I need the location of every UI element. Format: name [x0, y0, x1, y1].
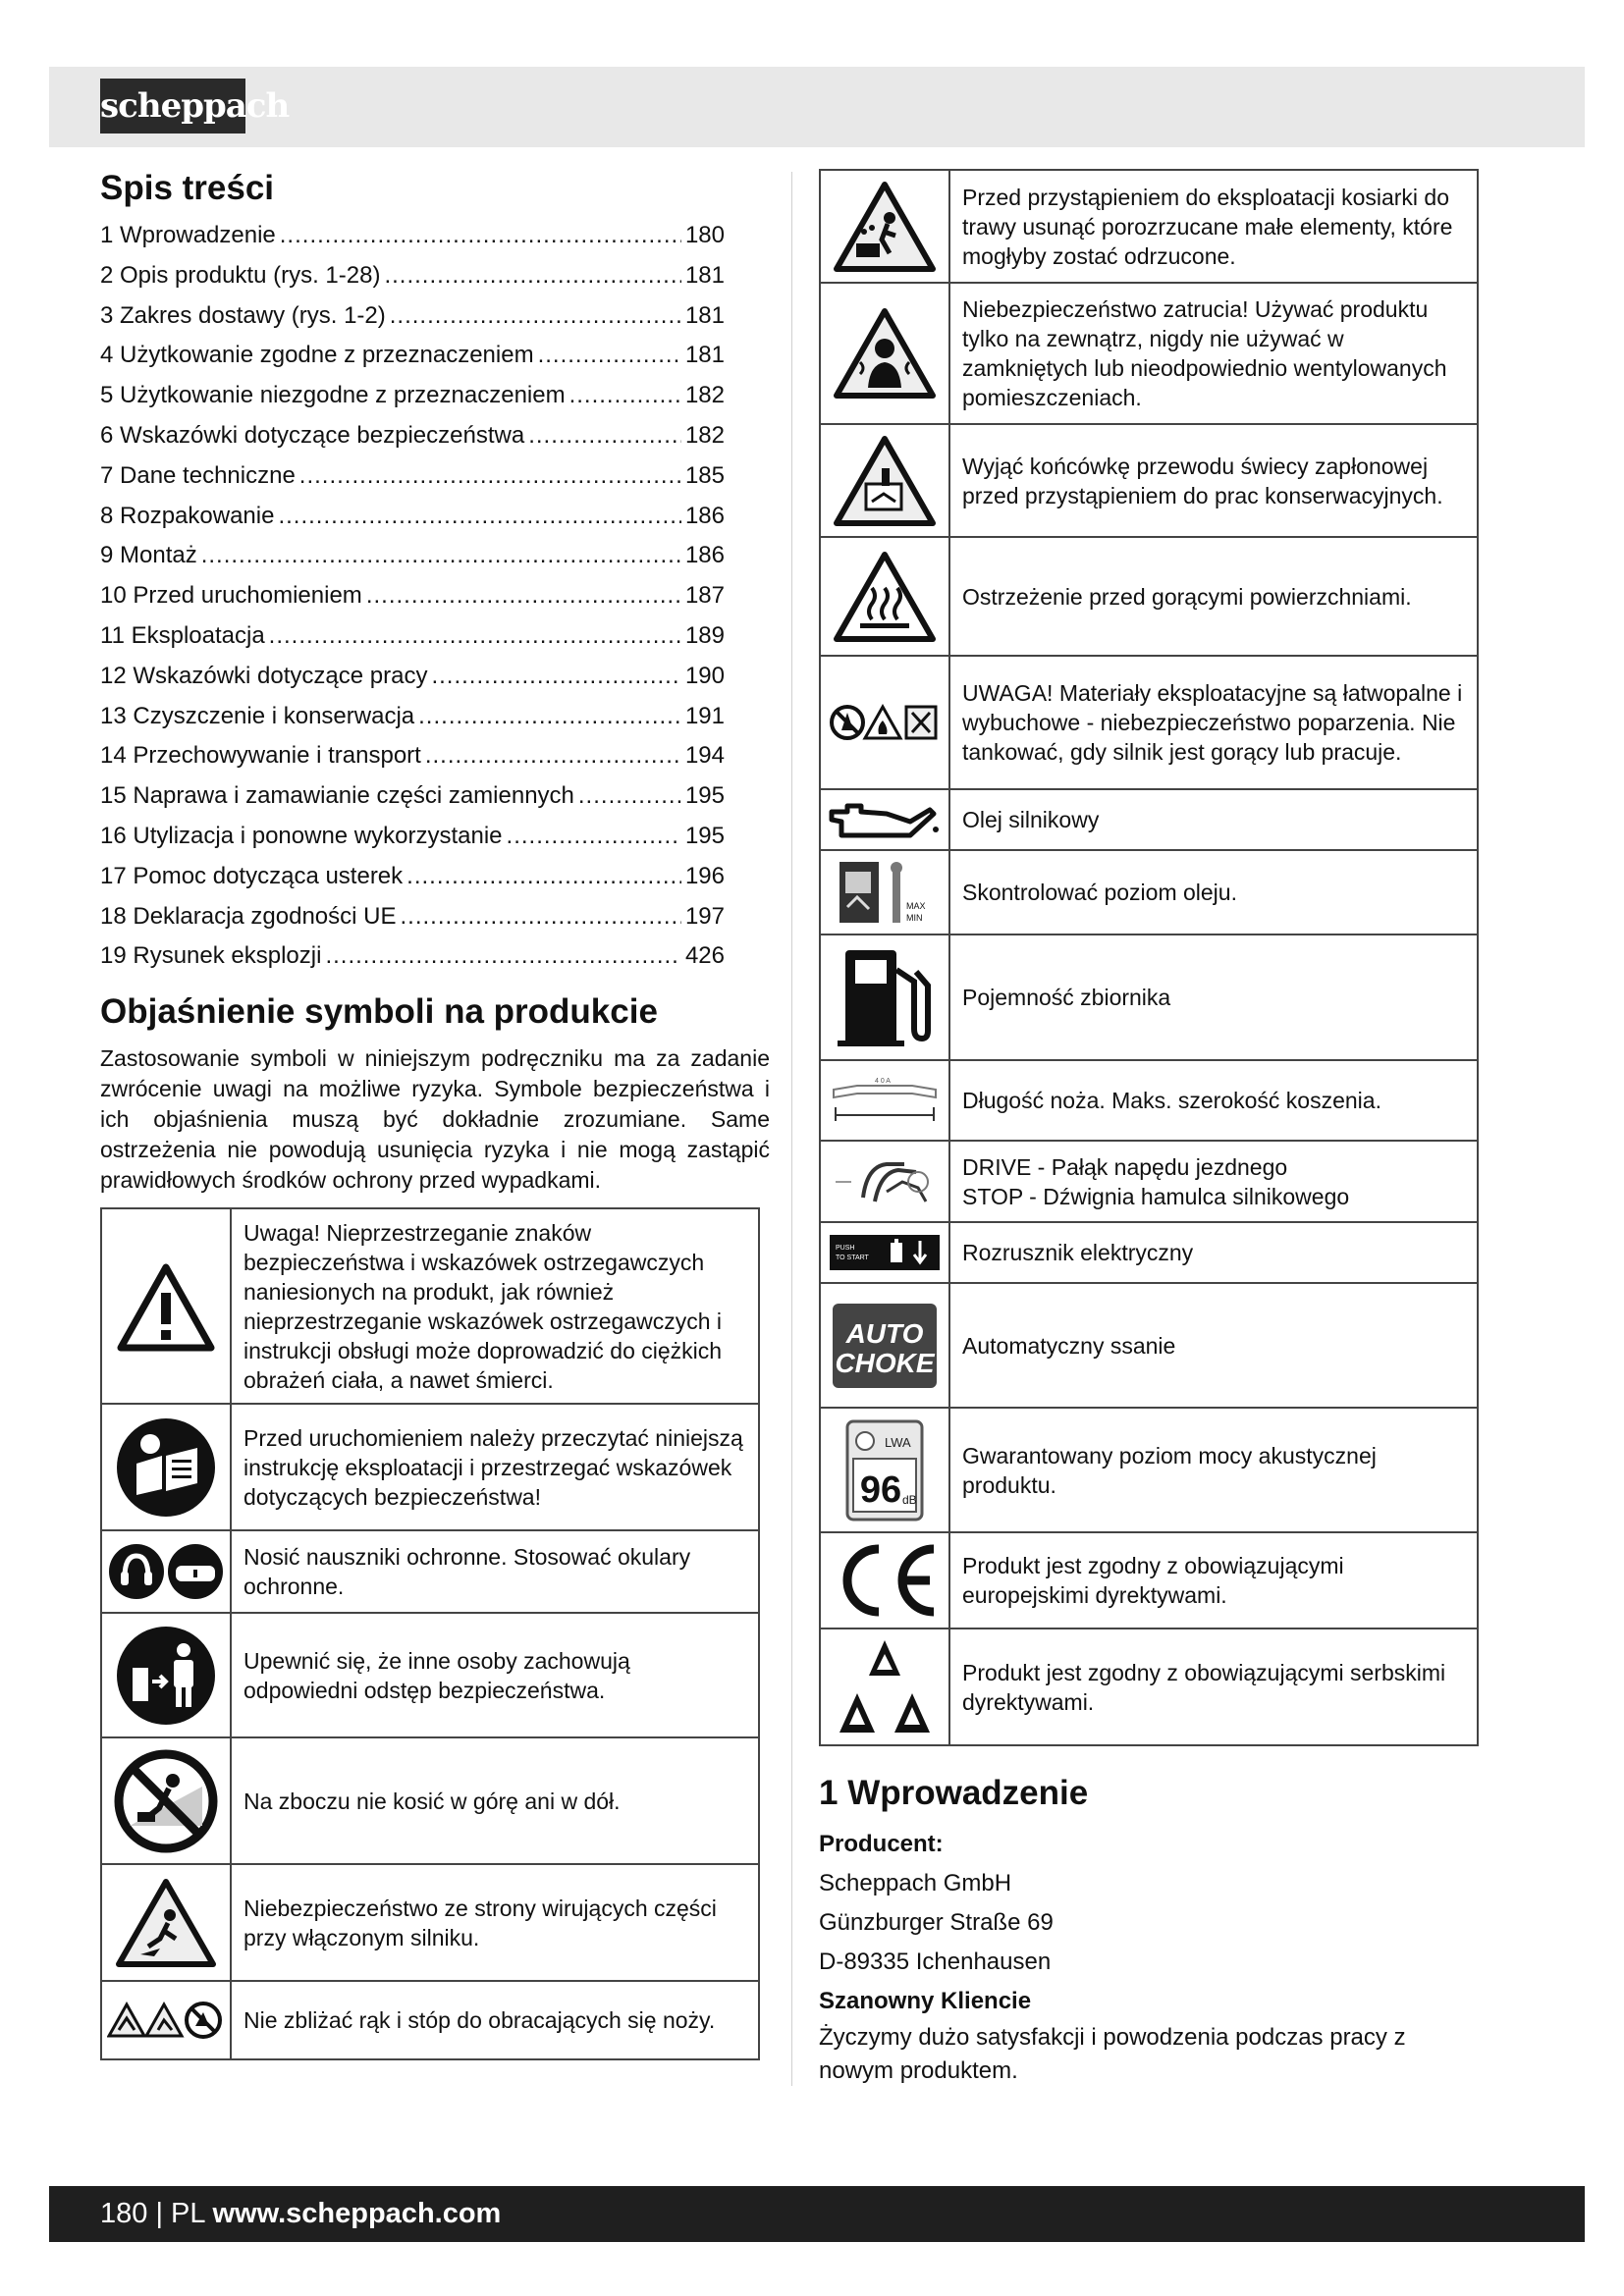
toc-item[interactable]: 15 Naprawa i zamawianie części zamiennych ..... 195 — [100, 776, 725, 817]
symbol-row — [820, 1283, 1478, 1408]
symbol-row — [820, 850, 1478, 934]
symbol-text: Ostrzeżenie przed gorącymi powierzchniami. — [949, 537, 1478, 656]
symbol-text: Upewnić się, że inne osoby zachowują odpowiedni odstęp bezpieczeństwa. — [231, 1613, 759, 1737]
right-column — [819, 169, 1479, 2088]
auto-choke-icon — [831, 1302, 939, 1390]
read-manual-icon — [115, 1416, 217, 1519]
toc-item[interactable]: 3 Zakres dostawy (rys. 1-2) ..... 181 — [100, 296, 725, 337]
symbol-text: UWAGA! Materiały eksploatacyjne są łatwopalne i wybuchowe - niebezpieczeństwo poparzenia. Nie tankować, gdy silnik jest gorący lub pracuje. — [949, 656, 1478, 789]
symbol-row — [101, 1613, 759, 1737]
electric-starter-icon — [830, 1235, 940, 1270]
svg-text:TO START: TO START — [836, 1255, 869, 1261]
symbol-text: Przed przystąpieniem do eksploatacji kosiarki do trawy usunąć porozrzucane małe elementy, które mogłyby zostać odrzucone. — [949, 170, 1478, 283]
table-of-contents — [100, 216, 770, 977]
symbol-row — [101, 1981, 759, 2059]
symbol-row — [820, 170, 1478, 283]
oil-level-check-icon — [836, 858, 934, 927]
svg-text:CHOKE: CHOKE — [835, 1347, 935, 1378]
symbol-row — [820, 934, 1478, 1060]
thrown-objects-warning-icon — [831, 179, 939, 275]
symbol-row — [101, 1530, 759, 1613]
serbian-conformity-icon — [834, 1636, 936, 1738]
symbol-text: Olej silnikowy — [949, 789, 1478, 850]
symbol-row — [820, 283, 1478, 424]
svg-text:MIN: MIN — [906, 913, 923, 923]
toc-item[interactable]: 11 Eksploatacja ..... 189 — [100, 616, 725, 657]
symbol-text: DRIVE - Pałąk napędu jezdnego STOP - Dźwignia hamulca silnikowego — [949, 1141, 1478, 1222]
toc-item[interactable]: 2 Opis produktu (rys. 1-28) ..... 181 — [100, 256, 725, 296]
footer-url[interactable]: www.scheppach.com — [212, 2198, 502, 2229]
hands-feet-blades-icon — [107, 2001, 225, 2040]
flammable-fuel-icon — [830, 703, 940, 742]
hot-surface-warning-icon — [831, 549, 939, 645]
symbol-row — [820, 656, 1478, 789]
symbol-text: Produkt jest zgodny z obowiązującymi europejskimi dyrektywami. — [949, 1532, 1478, 1629]
toc-item[interactable]: 8 Rozpakowanie ..... 186 — [100, 497, 725, 537]
no-slope-mowing-icon — [112, 1747, 220, 1855]
address-line: Scheppach GmbH — [819, 1870, 1012, 1896]
symbol-text: Niebezpieczeństwo zatrucia! Używać produktu tylko na zewnątrz, nigdy nie używać w zamkniętych lub nieodpowiednio wentylowanych pomieszczeniach. — [949, 283, 1478, 424]
symbol-row — [820, 1408, 1478, 1532]
symbols-table-right — [819, 169, 1479, 1746]
poisoning-warning-icon — [831, 305, 939, 401]
symbol-text: Niebezpieczeństwo ze strony wirujących części przy włączonym silniku. — [231, 1864, 759, 1981]
svg-text:4 0 A: 4 0 A — [875, 1078, 891, 1085]
footer-bar — [49, 2186, 1585, 2242]
symbol-text: Produkt jest zgodny z obowiązującymi serbskimi dyrektywami. — [949, 1629, 1478, 1745]
symbol-row — [820, 1532, 1478, 1629]
symbol-row — [820, 1141, 1478, 1222]
left-column — [100, 167, 770, 2060]
symbol-text: Skontrolować poziom oleju. — [949, 850, 1478, 934]
general-warning-icon — [117, 1261, 215, 1352]
toc-item[interactable]: 6 Wskazówki dotyczące bezpieczeństwa ..... 182 — [100, 416, 725, 456]
symbol-row — [820, 1629, 1478, 1745]
svg-text:LWA: LWA — [885, 1434, 911, 1450]
toc-item[interactable]: 17 Pomoc dotycząca usterek ..... 196 — [100, 857, 725, 897]
brand-logo: scheppach — [100, 79, 245, 133]
symbols-table-left — [100, 1207, 760, 2060]
symbol-text: Rozrusznik elektryczny — [949, 1222, 1478, 1283]
address-line: Günzburger Straße 69 — [819, 1909, 1054, 1936]
producer-label: Producent: — [819, 1831, 944, 1857]
symbol-text: Gwarantowany poziom mocy akustycznej produktu. — [949, 1408, 1478, 1532]
symbol-row — [101, 1208, 759, 1404]
toc-item[interactable]: 19 Rysunek eksplozji ..... 426 — [100, 936, 725, 977]
svg-text:PUSH: PUSH — [836, 1245, 855, 1252]
symbols-intro: Zastosowanie symboli w niniejszym podręczniku ma za zadanie zwrócenie uwagi na możliwe ryzyka. Symbole bezpieczeństwa i ich objaśnienia muszą być dokładnie zrozumiane. Same ostrzeżenia nie powodują usunięcia ryzyka i nie mogą zastąpić prawidłowych środków ochrony przed wypadkami. — [100, 1045, 770, 1194]
blade-length-icon — [828, 1076, 942, 1125]
symbol-row — [101, 1404, 759, 1530]
drive-stop-lever-icon — [828, 1152, 942, 1211]
symbols-title: Objaśnienie symboli na produkcie — [100, 992, 658, 1032]
spark-plug-warning-icon — [831, 433, 939, 529]
symbol-row — [101, 1737, 759, 1864]
symbol-text: Uwaga! Nieprzestrzeganie znaków bezpieczeństwa i wskazówek ostrzegawczych naniesionych na produkt, jak również nieprzestrzeganie wskazówek ostrzegawczych i instrukcji obsługi może doprowadzić do ciężkich obrażeń ciała, a nawet śmierci. — [231, 1208, 759, 1404]
toc-item[interactable]: 5 Użytkowanie niezgodne z przeznaczeniem ..... 182 — [100, 376, 725, 416]
address-line: D-89335 Ichenhausen — [819, 1949, 1052, 1975]
toc-item[interactable]: 12 Wskazówki dotyczące pracy ..... 190 — [100, 657, 725, 697]
symbol-text: Na zboczu nie kosić w górę ani w dół. — [231, 1737, 759, 1864]
symbol-text: Długość noża. Maks. szerokość koszenia. — [949, 1060, 1478, 1141]
symbol-row — [820, 537, 1478, 656]
toc-item[interactable]: 9 Montaż ..... 186 — [100, 536, 725, 576]
ce-mark-icon — [828, 1541, 942, 1620]
ear-eye-protection-icon — [107, 1542, 225, 1601]
toc-item[interactable]: 4 Użytkowanie zgodne z przeznaczeniem ..... 181 — [100, 336, 725, 376]
greeting-text: Życzymy dużo satysfakcji i powodzenia podczas pracy z nowym produktem. — [819, 2024, 1406, 2084]
toc-item[interactable]: 1 Wprowadzenie ..... 180 — [100, 216, 725, 256]
engine-oil-icon — [828, 800, 942, 839]
symbol-text: Nie zbliżać rąk i stóp do obracających się noży. — [231, 1981, 759, 2059]
svg-text:96: 96 — [859, 1468, 902, 1511]
symbol-row — [820, 1222, 1478, 1283]
symbol-row — [101, 1864, 759, 1981]
toc-title: Spis treści — [100, 169, 275, 207]
symbol-text: Nosić nauszniki ochronne. Stosować okulary ochronne. — [231, 1530, 759, 1613]
customer-label: Szanowny Kliencie — [819, 1988, 1032, 2014]
symbol-text: Przed uruchomieniem należy przeczytać niniejszą instrukcję eksploatacji i przestrzegać wskazówek dotyczących bezpieczeństwa! — [231, 1404, 759, 1530]
toc-item[interactable]: 18 Deklaracja zgodności UE ..... 197 — [100, 897, 725, 937]
keep-distance-icon — [115, 1625, 217, 1727]
symbol-row — [820, 1060, 1478, 1141]
svg-text:AUTO: AUTO — [845, 1317, 924, 1349]
footer-text: 180 | PL www.scheppach.com — [100, 2198, 502, 2229]
toc-item[interactable]: 14 Przechowywanie i transport ..... 194 — [100, 736, 725, 776]
toc-item[interactable]: 10 Przed uruchomieniem ..... 187 — [100, 576, 725, 616]
symbol-row — [820, 424, 1478, 537]
symbol-text: Pojemność zbiornika — [949, 934, 1478, 1060]
noise-level-icon — [845, 1419, 924, 1522]
toc-item[interactable]: 16 Utylizacja i ponowne wykorzystanie ..... 195 — [100, 817, 725, 857]
rotating-parts-warning-icon — [115, 1876, 217, 1970]
symbol-text: Automatyczny ssanie — [949, 1283, 1478, 1408]
fuel-tank-icon — [836, 946, 934, 1048]
symbol-row — [820, 789, 1478, 850]
svg-text:dB: dB — [902, 1492, 917, 1507]
symbol-text: Wyjąć końcówkę przewodu świecy zapłonowej przed przystąpieniem do prac konserwacyjnych. — [949, 424, 1478, 537]
toc-item[interactable]: 13 Czyszczenie i konserwacja ..... 191 — [100, 697, 725, 737]
intro-title: 1 Wprowadzenie — [819, 1774, 1089, 1812]
column-divider — [791, 172, 792, 2086]
toc-item[interactable]: 7 Dane techniczne ..... 185 — [100, 456, 725, 497]
svg-text:MAX: MAX — [906, 901, 926, 911]
